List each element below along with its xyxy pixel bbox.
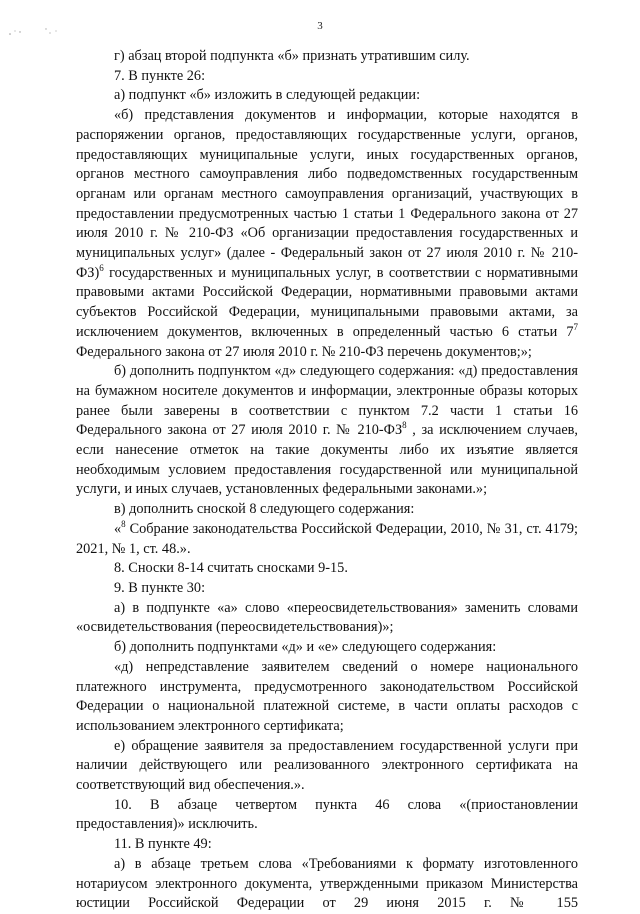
paragraph: в) дополнить сноской 8 следующего содержания: [114, 501, 415, 518]
paragraph: 11. В пункте 49: [114, 836, 212, 853]
paragraph: а) в подпункте «а» слово «переосвидетельствования» заменить словами «освидетельствования (переосвидетельствования)»; [76, 599, 578, 636]
paragraph: «$^8$ Собрание законодательства Российской Федерации, 2010, № 31, ст. 4179; 2021, № 1, ст. 48.». [76, 519, 578, 557]
paragraph: г) абзац второй подпункта «б» признать утратившим силу. [114, 48, 470, 64]
paragraph: 7. В пункте 26: [114, 67, 206, 84]
paragraph: а) в абзаце третьем слова «Требованиями к формату изготовленного нотариусом электронного документа, утвержденными приказом Министерства юстиции Российской Федерации от 29 июня 2015 г. № 155 [76, 855, 578, 912]
paragraph: б) дополнить подпунктом «д» следующего содержания: «д) предоставления на бумажном носителе документов и информации, электронные образы которых ранее были заверены в соответствии с пунктом 7.2 части 1 статьи 16 Федерального закона от 27 июля 2010 г. № $210-ФЗ^8$ , за исключением случаев, если нанесение отметок на такие документы либо их изъятие является необходимым условием предоставления государственной или муниципальной услуги, и иных случаев, установленных федеральными законами.»; [76, 363, 578, 498]
paragraph: а) подпункт «б» изложить в следующей редакции: [114, 87, 421, 104]
paragraph: е) обращение заявителя за предоставлением государственной услуги при наличии действующего или реализованного электронного сертификата на соответствующий вид обеспечения.». [76, 737, 578, 794]
footnote-ref: 7 [573, 322, 578, 333]
paragraph: 9. В пункте 30: [114, 579, 206, 596]
page-number: 3 [317, 20, 323, 32]
paragraph: «д) непредставление заявителем сведений о номере национального платежного инструмента, предусмотренного законодательством Российской Федерации о национальной платежной системе, в части оплаты расходов с использованием электронного сертификата; [76, 658, 578, 734]
document-body [76, 47, 578, 914]
footnote-ref: 8 [121, 519, 126, 530]
paragraph: «б) представления документов и информации, которые находятся в распоряжении органов, предоставляющих государственные услуги, органов, предоставляющих муниципальные услуги, иных государственных органов, органов местного самоуправления либо подведомственных государственным органам или органам местного самоуправления организаций, участвующих в предоставлении предусмотренных частью 1 статьи 1 Федерального закона от 27 июля 2010 г. № 210-ФЗ «Об организации предоставления государственных и муниципальных услуг» (далее - Федеральный закон от 27 июля 2010 г. № 210-ФЗ)$^6$ государственных и муниципальных услуг, в соответствии с нормативными правовыми актами Российской Федерации, нормативными правовыми актами субъектов Российской Федерации, муниципальными правовыми актами, за исключением документов, включенных в определенный частью 6 статьи $7^7$ Федерального закона от 27 июля 2010 г. № 210-ФЗ перечень документов;»; [76, 107, 578, 360]
paragraph: 8. Сноски 8-14 считать сносками 9-15. [114, 560, 348, 577]
paragraph: б) дополнить подпунктами «д» и «е» следующего содержания: [114, 639, 497, 656]
footnote-ref: 8 [402, 420, 407, 431]
paragraph: 10. В абзаце четвертом пункта 46 слова «(приостановлении предоставления)» исключить. [76, 796, 578, 833]
footnote-ref: 6 [99, 262, 104, 273]
